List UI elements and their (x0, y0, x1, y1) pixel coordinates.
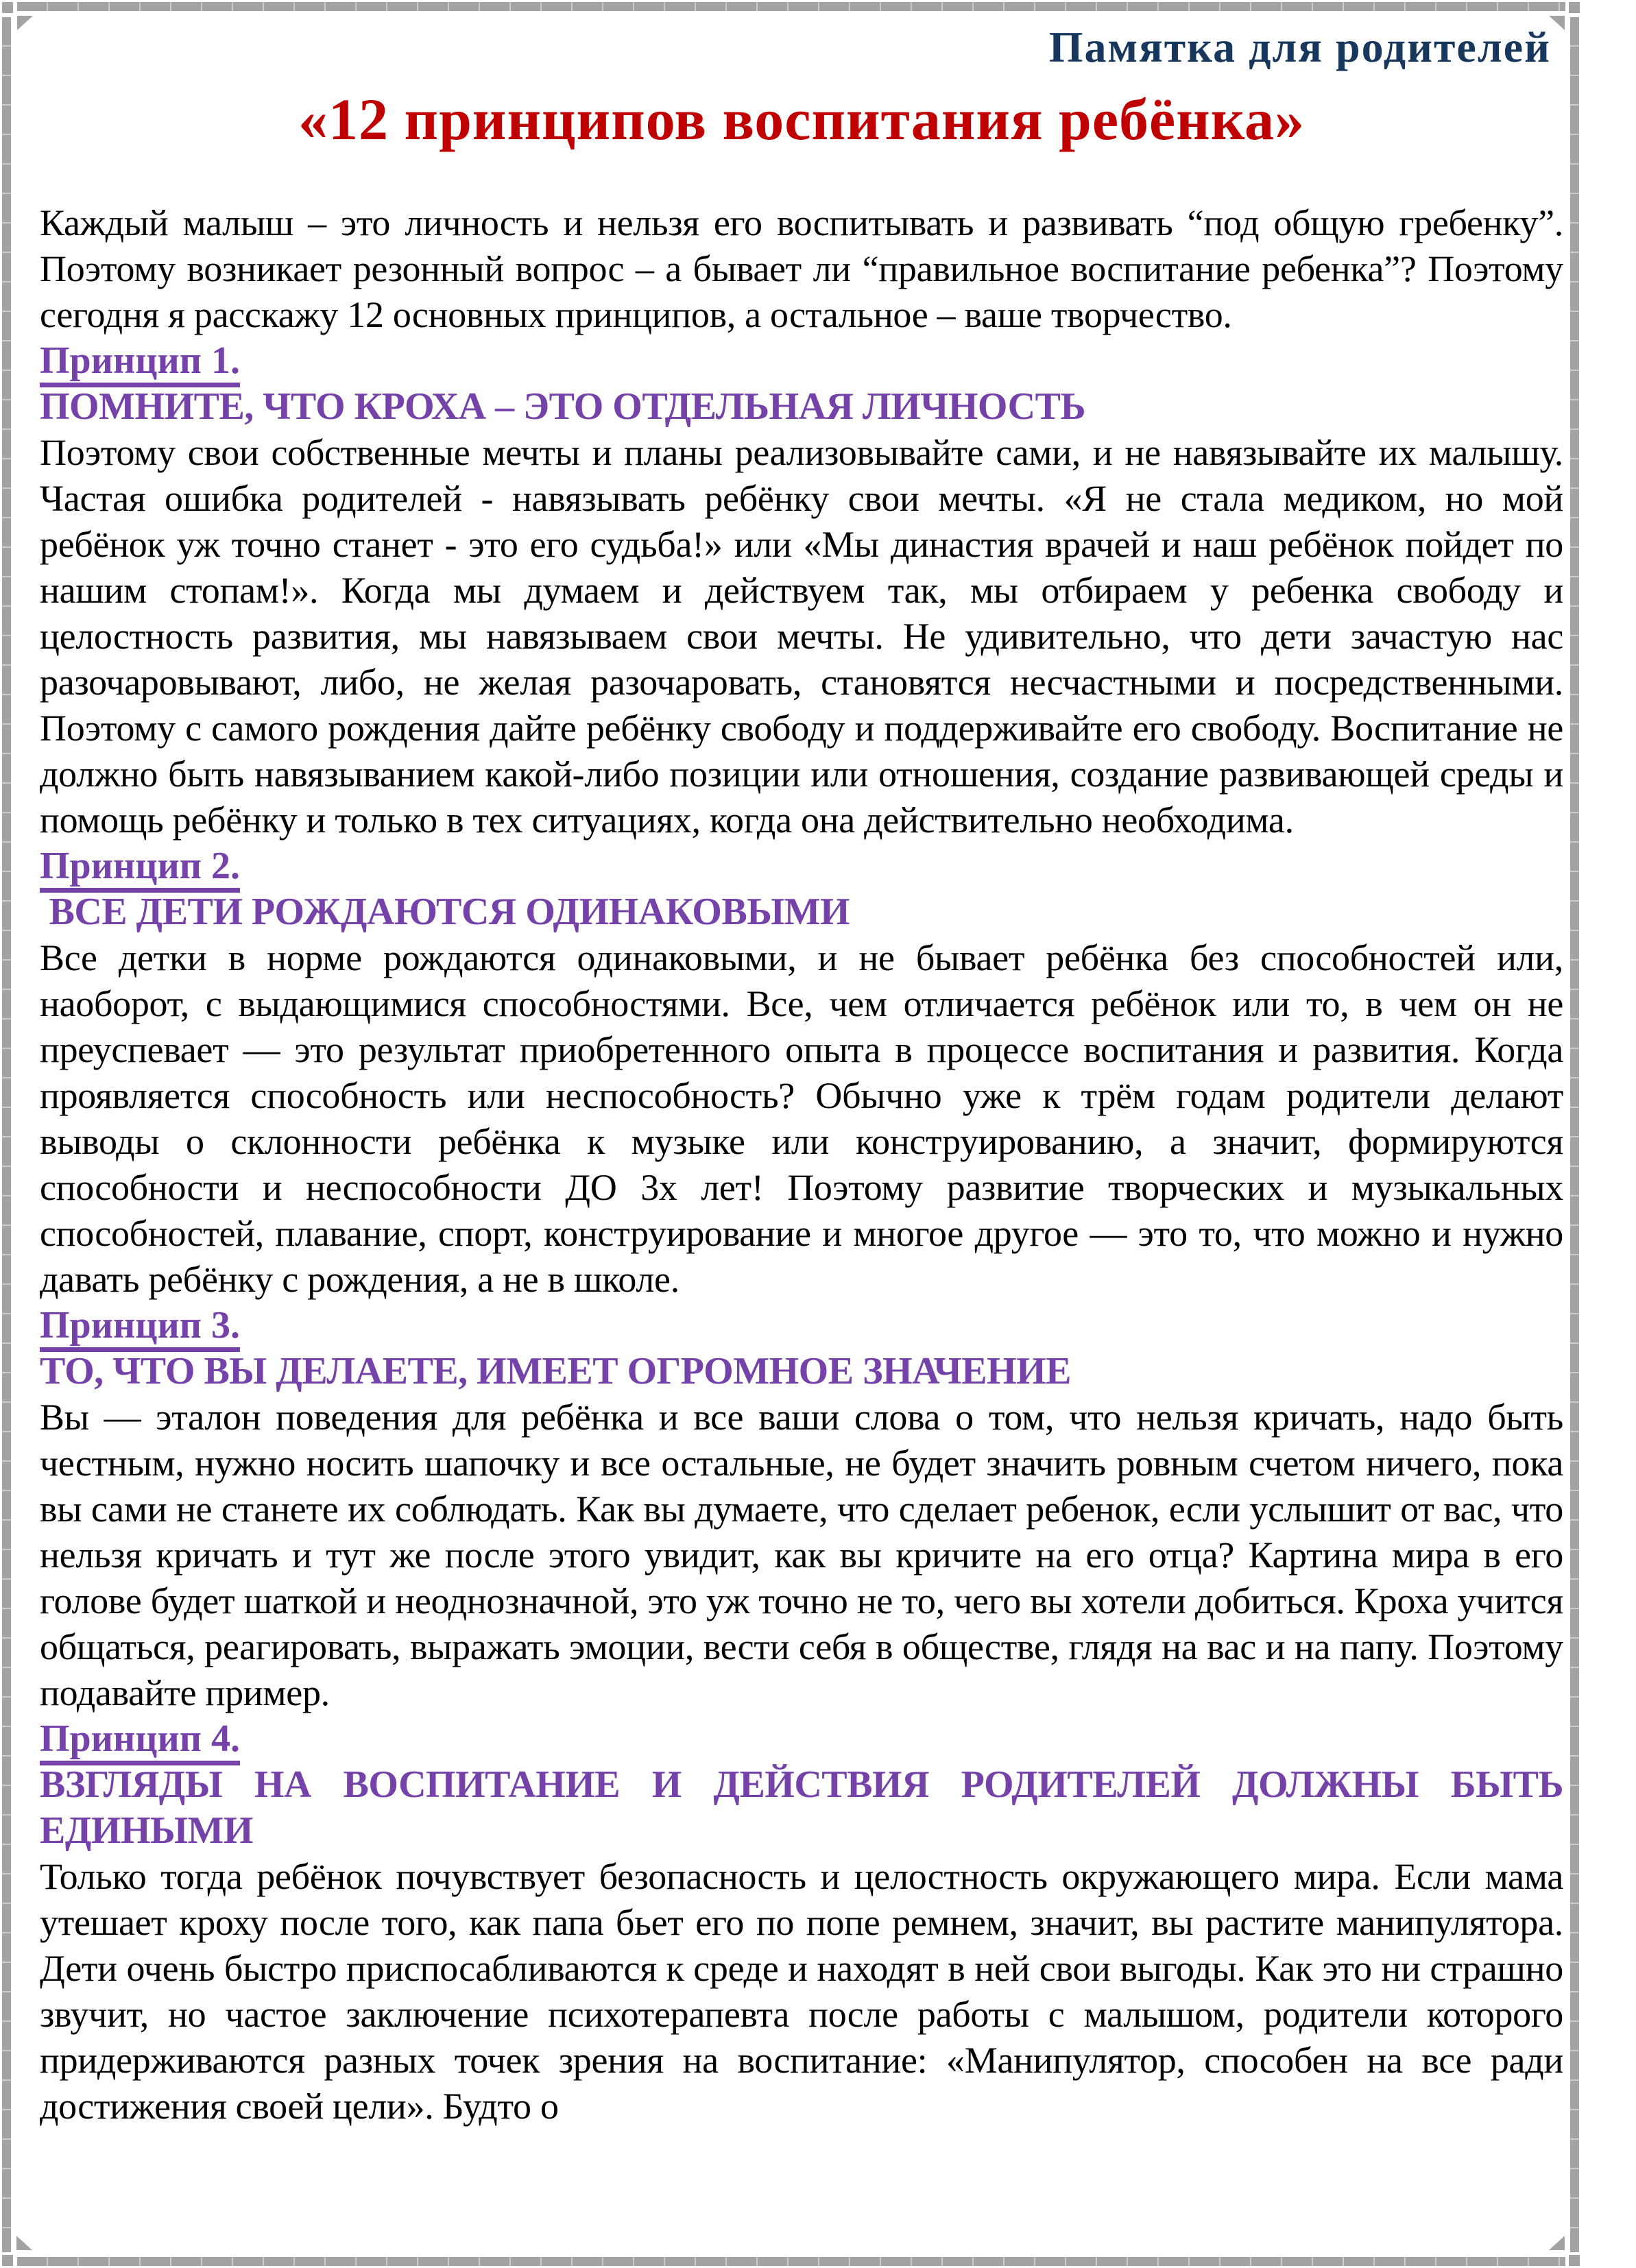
document-content (40, 21, 1563, 2130)
principle-2 (40, 843, 1563, 1303)
principle-1-body: Поэтому свои собственные мечты и планы реализовывайте сами, и не навязывайте их малышу. Частая ошибка родителей - навязывать ребёнку свои мечты. «Я не стала медиком, но мой ребёнок уж точно станет - это его судьба!» или «Мы династия врачей и наш ребёнок пойдет по нашим стопам!». Когда мы думаем и действуем так, мы отбираем у ребенка свободу и целостность развития, мы навязываем свои мечты. Не удивительно, что дети зачастую нас разочаровывают, либо, не желая разочаровать, становятся несчастными и посредственными. Поэтому с самого рождения дайте ребёнку свободу и поддерживайте его свободу. Воспитание не должно быть навязыванием какой-либо позиции или отношения, создание развивающей среды и помощь ребёнку и только в тех ситуациях, когда она действительно необходима. (40, 432, 1563, 841)
principle-3-body: Вы — эталон поведения для ребёнка и все ваши слова о том, что нельзя кричать, надо быть честным, нужно носить шапочку и все остальные, не будет значить ровным счетом ничего, пока вы сами не станете их соблюдать. Как вы думаете, что сделает ребенок, если услышит от вас, что нельзя кричать и тут же после этого увидит, как вы кричите на его отца? Картина мира в его голове будет шаткой и неоднозначной, это уж точно не то, чего вы хотели добиться. Кроха учится общаться, реагировать, выражать эмоции, вести себя в обществе, глядя на вас и на папу. Поэтому подавайте пример. (40, 1397, 1563, 1713)
principle-2-heading: ВСЕ ДЕТИ РОЖДАЮТСЯ ОДИНАКОВЫМИ (40, 891, 850, 933)
principle-1-heading: ПОМНИТЕ, ЧТО КРОХА – ЭТО ОТДЕЛЬНАЯ ЛИЧНОСТЬ (40, 385, 1085, 428)
principle-1-label-text: Принцип 1. (40, 339, 240, 387)
principle-3-label (40, 1303, 1563, 1349)
frame-left-band (2, 17, 11, 2252)
memo-header: Памятка для родителей (1048, 23, 1551, 71)
frame-right-band (1570, 17, 1579, 2252)
frame-top-band (17, 2, 1565, 11)
intro-paragraph: Каждый малыш – это личность и нельзя его воспитывать и развивать “под общую гребенку”. Поэтому возникает резонный вопрос – а бывает ли “правильное воспитание ребенка”? Поэтому сегодня я расскажу 12 основных принципов, а остальное – ваше творчество. (40, 202, 1563, 335)
principle-3 (40, 1303, 1563, 1716)
frame-bottom-band (17, 2257, 1565, 2266)
principle-4-label-text: Принцип 4. (40, 1717, 240, 1765)
principle-1-label (40, 338, 1563, 384)
frame-triangle-bottom-left (16, 2236, 32, 2250)
principle-1 (40, 338, 1563, 843)
frame-corner-square-bottom-right (1569, 2255, 1580, 2266)
doc-title: «12 принципов воспитания ребёнка» (298, 86, 1305, 152)
frame-triangle-top-left (17, 16, 33, 30)
principle-3-heading: ТО, ЧТО ВЫ ДЕЛАЕТЕ, ИМЕЕТ ОГРОМНОЕ ЗНАЧЕНИЕ (40, 1350, 1072, 1392)
principle-4-heading: ВЗГЛЯДЫ НА ВОСПИТАНИЕ И ДЕЙСТВИЯ РОДИТЕЛЕЙ ДОЛЖНЫ БЫТЬ ЕДИНЫМИ (40, 1763, 1563, 1852)
principle-2-body: Все детки в норме рождаются одинаковыми, и не бывает ребёнка без способностей или, наоборот, с выдающимися способностями. Все, чем отличается ребёнок или то, в чем он не преуспевает — это результат приобретенного опыта в процессе воспитания и развития. Когда проявляется способность или неспособность? Обычно уже к трём годам родители делают выводы о склонности ребёнка к музыке или конструированию, а значит, формируются способности и неспособности ДО 3х лет! Поэтому развитие творческих и музыкальных способностей, плавание, спорт, конструирование и многое другое — это то, что можно и нужно давать ребёнку с рождения, а не в школе. (40, 937, 1563, 1300)
frame-corner-square-top-left (2, 2, 13, 13)
principle-4-body: Только тогда ребёнок почувствует безопасность и целостность окружающего мира. Если мама утешает кроху после того, как папа бьет его по попе ремнем, значит, вы растите манипулятора. Дети очень быстро приспосабливаются к среде и находят в ней свои выгоды. Как это ни страшно звучит, но частое заключение психотерапевта после работы с малышом, родители которого придерживаются разных точек зрения на воспитание: «Манипулятор, способен на все ради достижения своей цели». Будто о (40, 1856, 1563, 2127)
principle-2-label (40, 843, 1563, 889)
principle-2-label-text: Принцип 2. (40, 845, 240, 893)
frame-corner-square-bottom-left (2, 2255, 13, 2266)
principle-4 (40, 1716, 1563, 2130)
principle-4-label (40, 1716, 1563, 1762)
frame-triangle-bottom-right (1549, 2236, 1565, 2250)
principle-3-label-text: Принцип 3. (40, 1304, 240, 1352)
frame-corner-square-top-right (1569, 2, 1580, 13)
